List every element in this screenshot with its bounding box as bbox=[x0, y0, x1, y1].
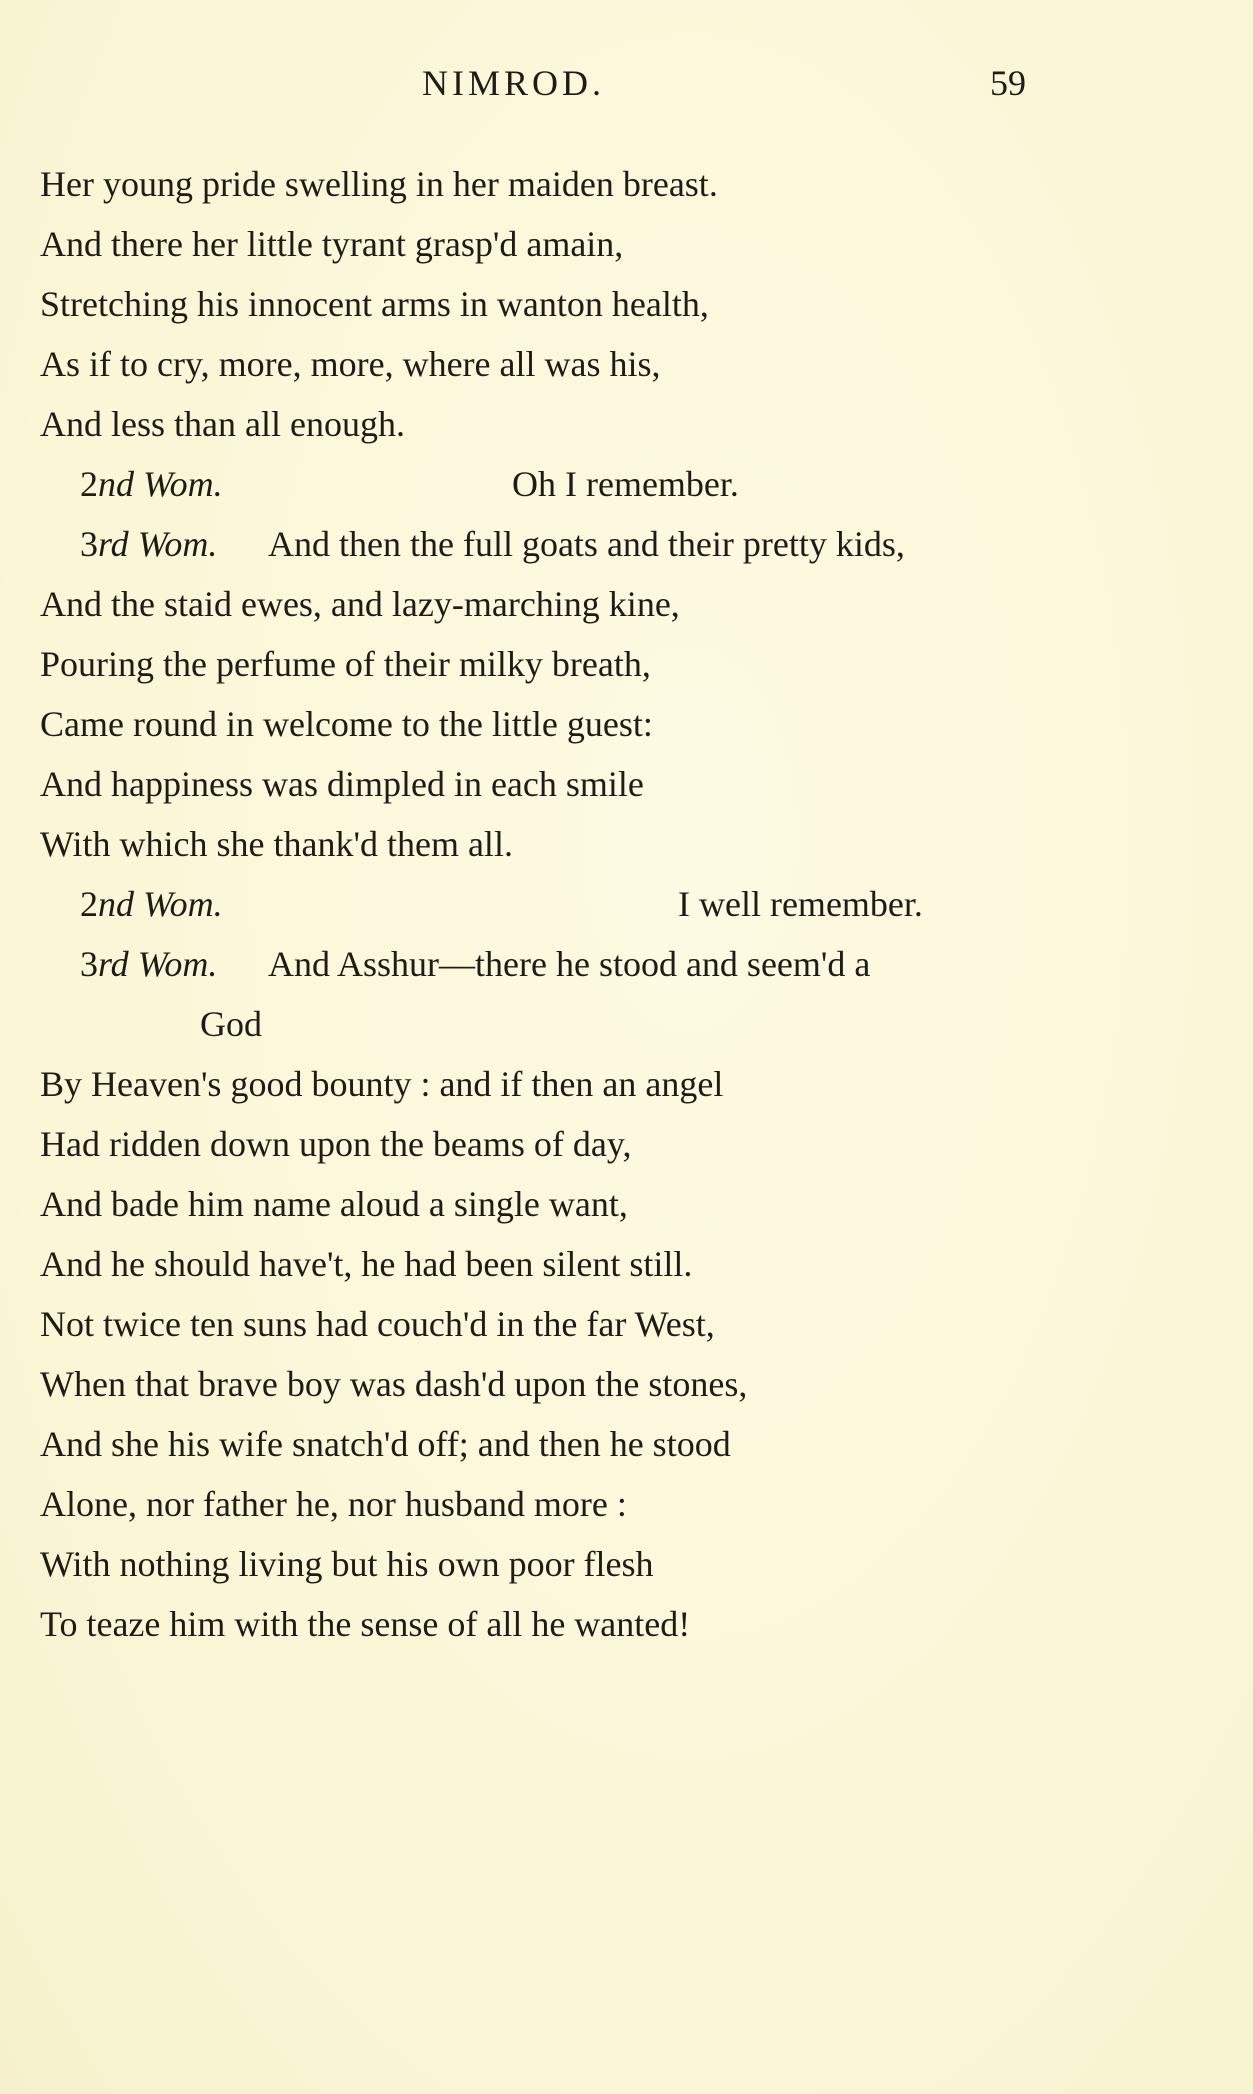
verse-line: Had ridden down upon the beams of day, bbox=[40, 1124, 632, 1164]
verse-line: To teaze him with the sense of all he wanted! bbox=[40, 1604, 691, 1644]
page-number: 59 bbox=[990, 63, 1026, 103]
verse-body bbox=[0, 154, 1253, 1654]
speech-line bbox=[0, 874, 1253, 934]
verse-line: And bade him name aloud a single want, bbox=[40, 1184, 628, 1224]
verse-line: And less than all enough. bbox=[40, 404, 405, 444]
verse-line: Her young pride swelling in her maiden breast. bbox=[40, 164, 718, 204]
verse-line: With which she thank'd them all. bbox=[40, 824, 513, 864]
speech-text: Oh I remember. bbox=[512, 464, 739, 504]
verse-line: And he should have't, he had been silent still. bbox=[40, 1244, 693, 1284]
verse-line: And there her little tyrant grasp'd amain, bbox=[40, 224, 624, 264]
speaker-label: 2nd Wom. bbox=[80, 884, 223, 924]
speech-text: I well remember. bbox=[678, 884, 923, 924]
running-title: NIMROD. bbox=[422, 63, 606, 103]
turnover-line: God bbox=[200, 1004, 262, 1044]
page-header bbox=[0, 62, 1253, 112]
verse-line: And happiness was dimpled in each smile bbox=[40, 764, 644, 804]
speech-line bbox=[0, 934, 1253, 994]
speech-text: And Asshur—there he stood and seem'd a bbox=[268, 944, 871, 984]
verse-line: Came round in welcome to the little guest: bbox=[40, 704, 653, 744]
speaker-label: 2nd Wom. bbox=[80, 464, 223, 504]
verse-line: And the staid ewes, and lazy-marching kine, bbox=[40, 584, 680, 624]
verse-line: And she his wife snatch'd off; and then he stood bbox=[40, 1424, 731, 1464]
verse-line: By Heaven's good bounty : and if then an angel bbox=[40, 1064, 724, 1104]
verse-line: Stretching his innocent arms in wanton health, bbox=[40, 284, 709, 324]
speech-line bbox=[0, 454, 1253, 514]
verse-line: Not twice ten suns had couch'd in the far West, bbox=[40, 1304, 715, 1344]
verse-line: When that brave boy was dash'd upon the stones, bbox=[40, 1364, 748, 1404]
verse-line: As if to cry, more, more, where all was his, bbox=[40, 344, 661, 384]
speaker-label: 3rd Wom. bbox=[80, 944, 218, 984]
speech-text: And then the full goats and their pretty kids, bbox=[268, 524, 905, 564]
verse-line: Pouring the perfume of their milky breath, bbox=[40, 644, 651, 684]
verse-line: Alone, nor father he, nor husband more : bbox=[40, 1484, 627, 1524]
speech-line bbox=[0, 514, 1253, 574]
speaker-label: 3rd Wom. bbox=[80, 524, 218, 564]
verse-line: With nothing living but his own poor flesh bbox=[40, 1544, 654, 1584]
